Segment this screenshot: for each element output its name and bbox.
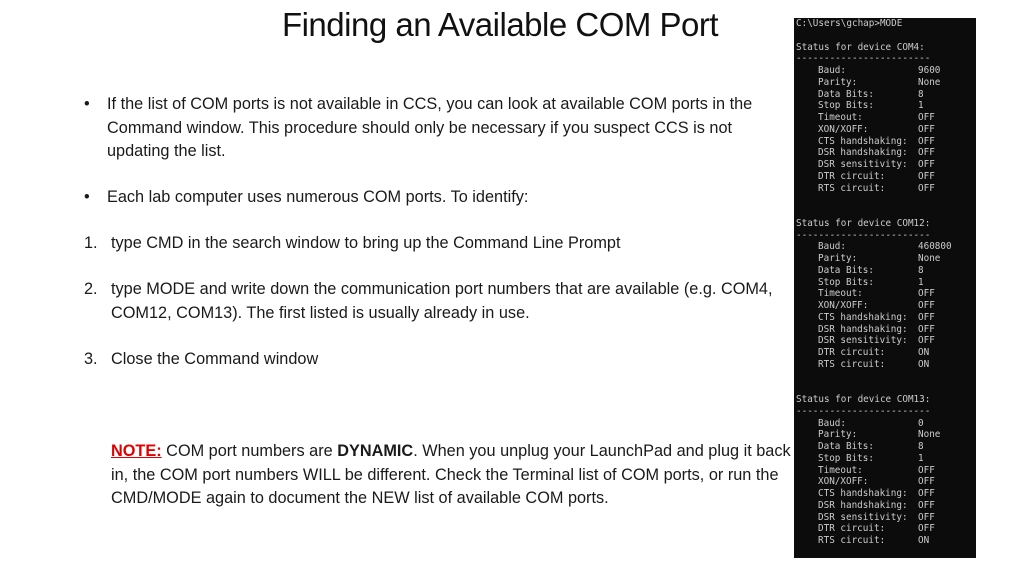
terminal-row — [796, 288, 976, 300]
row-key: Parity: — [818, 253, 858, 264]
row-value: 0 — [918, 417, 924, 429]
row-value: OFF — [918, 499, 935, 511]
note-emphasis: DYNAMIC — [337, 442, 414, 460]
row-value: OFF — [918, 112, 935, 123]
row-value: ON — [918, 535, 930, 546]
row-key: DSR handshaking: — [818, 323, 908, 335]
row-key: XON/XOFF: — [818, 300, 869, 311]
step-number: 2. — [84, 280, 98, 298]
terminal-row — [796, 100, 976, 112]
row-value: 9600 — [918, 65, 941, 76]
row-key: DTR circuit: — [818, 347, 886, 358]
step-item — [84, 278, 784, 325]
row-key: DSR sensitivity: — [818, 511, 908, 523]
row-value: OFF — [918, 123, 935, 135]
row-key: Parity: — [818, 429, 858, 441]
note-paragraph — [111, 440, 791, 511]
terminal-row — [796, 488, 976, 500]
terminal-separator: ------------------------ — [796, 53, 931, 65]
bullet-marker: • — [84, 188, 90, 206]
terminal-row — [796, 265, 976, 277]
row-key: Stop Bits: — [818, 100, 874, 112]
row-key: DTR circuit: — [818, 523, 886, 535]
row-value: OFF — [918, 311, 935, 323]
row-value: OFF — [918, 335, 935, 347]
row-value: OFF — [918, 300, 935, 311]
terminal-row — [796, 500, 976, 512]
row-key: DSR sensitivity: — [818, 159, 908, 170]
step-item — [84, 232, 784, 256]
row-value: 1 — [918, 452, 924, 464]
terminal-row — [796, 523, 976, 535]
row-key: CTS handshaking: — [818, 488, 908, 499]
row-value: 8 — [918, 88, 924, 100]
row-key: DSR sensitivity: — [818, 335, 908, 347]
terminal-row — [796, 359, 976, 371]
row-value: 8 — [918, 441, 924, 452]
terminal-row — [796, 65, 976, 77]
note-text-after: . When you unplug your LaunchPad and plug it back in, the COM port numbers WILL be different. Check the Terminal list of COM ports, or run the CMD/MODE again to document the NEW list of available COM ports. — [111, 442, 791, 507]
row-value: ON — [918, 347, 930, 358]
terminal-row — [796, 453, 976, 465]
row-value: None — [918, 429, 941, 441]
row-key: CTS handshaking: — [818, 311, 908, 323]
terminal-row — [796, 147, 976, 159]
row-value: 1 — [918, 276, 924, 288]
step-item — [84, 348, 784, 372]
slide-title: Finding an Available COM Port — [281, 6, 719, 43]
terminal-row — [796, 476, 976, 488]
row-key: XON/XOFF: — [818, 123, 869, 135]
bullet-item — [84, 186, 784, 210]
step-number: 1. — [84, 234, 98, 252]
row-value: OFF — [918, 511, 935, 523]
terminal-row — [796, 324, 976, 336]
terminal-row — [796, 512, 976, 524]
row-key: Data Bits: — [818, 264, 874, 276]
terminal-row — [796, 277, 976, 289]
bullet-item — [84, 93, 784, 164]
row-key: RTS circuit: — [818, 182, 886, 194]
terminal-row — [796, 171, 976, 183]
row-value: OFF — [918, 170, 935, 182]
row-value: 460800 — [918, 241, 952, 253]
terminal-row — [796, 335, 976, 347]
step-text: type MODE and write down the communication port numbers that are available (e.g. COM4, COM12, COM13). The first listed is usually already in use. — [111, 280, 773, 322]
terminal-row — [796, 159, 976, 171]
bullet-text: If the list of COM ports is not available in CCS, you can look at available COM ports in the Command window. This procedure should only be necessary if you suspect CCS is not updating the list. — [107, 95, 753, 160]
row-key: XON/XOFF: — [818, 476, 869, 488]
row-key: Timeout: — [818, 112, 863, 123]
terminal-row — [796, 112, 976, 124]
terminal-row — [796, 253, 976, 265]
row-value: OFF — [918, 523, 935, 535]
terminal-row — [796, 300, 976, 312]
terminal-row — [796, 465, 976, 477]
row-key: DTR circuit: — [818, 170, 886, 182]
row-value: None — [918, 76, 941, 88]
row-value: OFF — [918, 135, 935, 147]
terminal-row — [796, 312, 976, 324]
note-text-before: COM port numbers are — [161, 442, 338, 460]
row-value: OFF — [918, 488, 935, 499]
terminal-separator: ------------------------ — [796, 229, 931, 241]
step-text: Close the Command window — [111, 349, 319, 368]
terminal-prompt: C:\Users\gchap>MODE — [796, 18, 903, 29]
terminal-row — [796, 347, 976, 359]
row-key: Data Bits: — [818, 441, 874, 452]
note-label: NOTE: — [111, 442, 162, 460]
row-key: CTS handshaking: — [818, 135, 908, 147]
row-key: Baud: — [818, 417, 846, 429]
row-value: OFF — [918, 147, 935, 159]
row-key: Stop Bits: — [818, 452, 874, 464]
device-header: Status for device COM4: — [796, 41, 925, 53]
row-value: OFF — [918, 323, 935, 335]
terminal-row — [796, 241, 976, 253]
instructions — [84, 93, 784, 371]
row-key: Baud: — [818, 241, 846, 253]
terminal-row — [796, 124, 976, 136]
terminal-row — [796, 136, 976, 148]
row-value: OFF — [918, 476, 935, 488]
row-value: OFF — [918, 159, 935, 170]
row-value: 1 — [918, 100, 924, 112]
terminal-row — [796, 77, 976, 89]
row-value: 8 — [918, 264, 924, 276]
step-number: 3. — [84, 349, 98, 368]
row-key: Data Bits: — [818, 88, 874, 100]
row-key: Parity: — [818, 76, 858, 88]
terminal-row — [796, 418, 976, 430]
row-key: Stop Bits: — [818, 276, 874, 288]
row-value: OFF — [918, 288, 935, 300]
row-value: None — [918, 253, 941, 264]
row-key: DSR handshaking: — [818, 147, 908, 159]
command-window-screenshot — [794, 18, 976, 558]
bullet-marker: • — [84, 95, 90, 113]
terminal-separator: ------------------------ — [796, 405, 931, 417]
row-key: RTS circuit: — [818, 358, 886, 370]
row-key: Timeout: — [818, 288, 863, 300]
terminal-row — [796, 441, 976, 453]
row-key: Timeout: — [818, 464, 863, 476]
terminal-row — [796, 429, 976, 441]
row-key: DSR handshaking: — [818, 499, 908, 511]
row-key: Baud: — [818, 65, 846, 76]
terminal-row — [796, 89, 976, 101]
terminal-row — [796, 535, 976, 547]
terminal-row — [796, 183, 976, 195]
row-value: OFF — [918, 464, 935, 476]
row-key: RTS circuit: — [818, 535, 886, 546]
device-header: Status for device COM13: — [796, 394, 931, 405]
step-text: type CMD in the search window to bring up the Command Line Prompt — [111, 234, 621, 252]
row-value: OFF — [918, 182, 935, 194]
bullet-text: Each lab computer uses numerous COM ports. To identify: — [107, 188, 529, 206]
row-value: ON — [918, 358, 930, 370]
device-header: Status for device COM12: — [796, 217, 931, 229]
